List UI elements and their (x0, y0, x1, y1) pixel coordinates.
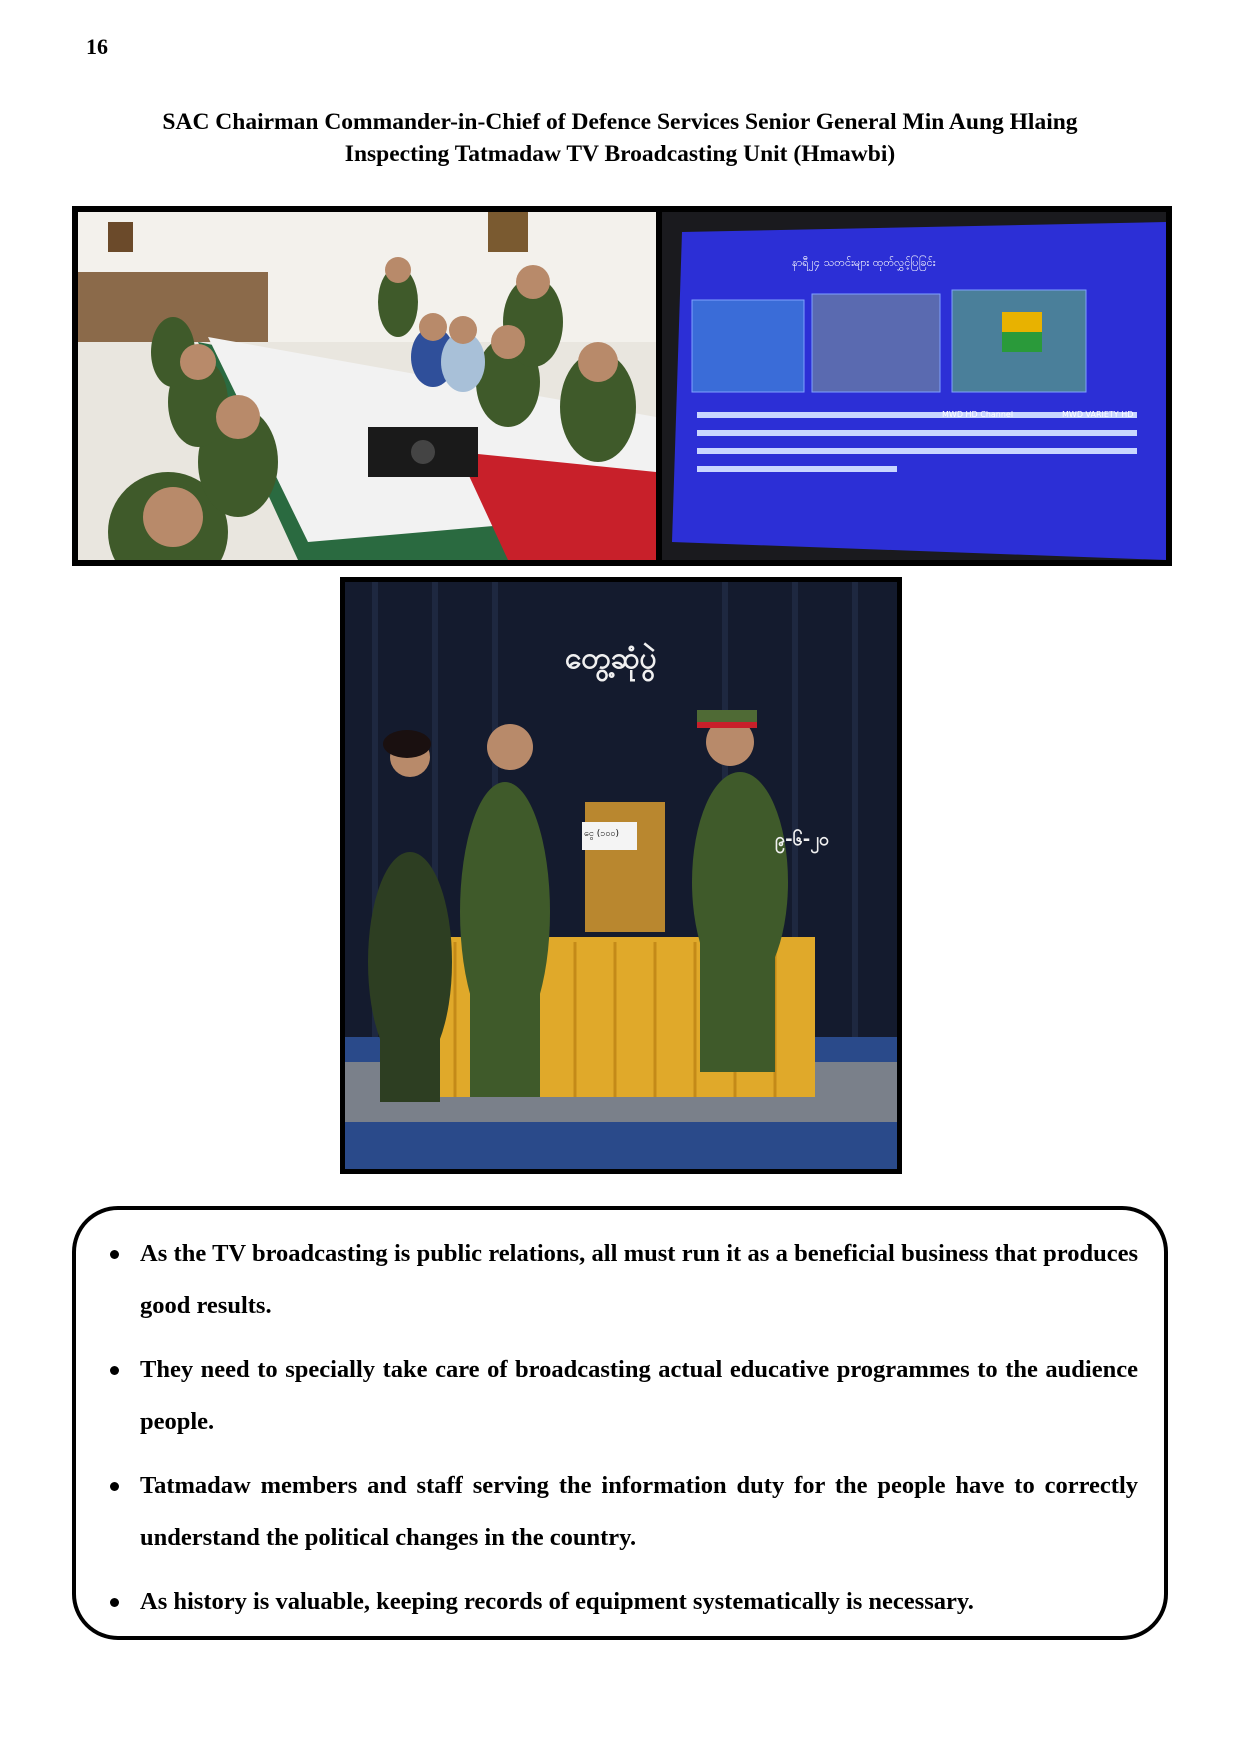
key-point-text: As history is valuable, keeping records of equipment systematically is necessary. (140, 1588, 974, 1615)
key-point-text: They need to specially take care of broadcasting actual educative programmes to the audience people. (140, 1356, 1138, 1435)
photo-strip-meeting (72, 206, 1172, 566)
photo-meeting-room (78, 212, 656, 560)
date-text: ၉-၆-၂၀ (775, 829, 830, 850)
bullet-icon (110, 1482, 119, 1491)
backdrop-text: တွေ့ဆုံပွဲ (565, 641, 657, 676)
key-point-item (106, 1576, 1138, 1628)
key-point-item (106, 1460, 1138, 1564)
key-point-item (106, 1228, 1138, 1332)
photo-frame-ceremony (340, 577, 902, 1174)
screen-channel-2: MWD VARIETY HD (1062, 410, 1134, 419)
title-line-2: Inspecting Tatmadaw TV Broadcasting Unit (Hmawbi) (344, 141, 896, 167)
photo-ceremony (345, 582, 897, 1169)
bullet-icon (110, 1366, 119, 1375)
screen-heading: နာရီ၂၄ သတင်းများ ထုတ်လွှင့်ပြခြင်း (792, 256, 936, 269)
key-point-text: Tatmadaw members and staff serving the information duty for the people have to correctly understand the political changes in the country. (140, 1472, 1138, 1551)
key-points-list (106, 1228, 1138, 1640)
envelope-text: ငွေ (၁၀၀) (584, 829, 619, 839)
title-line-1: SAC Chairman Commander-in-Chief of Defence Services Senior General Min Aung Hlaing (162, 109, 1078, 135)
bullet-icon (110, 1598, 119, 1607)
key-point-text: As the TV broadcasting is public relations, all must run it as a beneficial business that produces good results. (140, 1240, 1138, 1319)
page-title (100, 106, 1140, 170)
key-points-box (72, 1206, 1168, 1640)
screen-channel-1: MWD HD Channel (942, 410, 1014, 419)
page-number: 16 (86, 34, 108, 59)
photo-presentation-screen (662, 212, 1166, 560)
key-point-item (106, 1344, 1138, 1448)
bullet-icon (110, 1250, 119, 1259)
